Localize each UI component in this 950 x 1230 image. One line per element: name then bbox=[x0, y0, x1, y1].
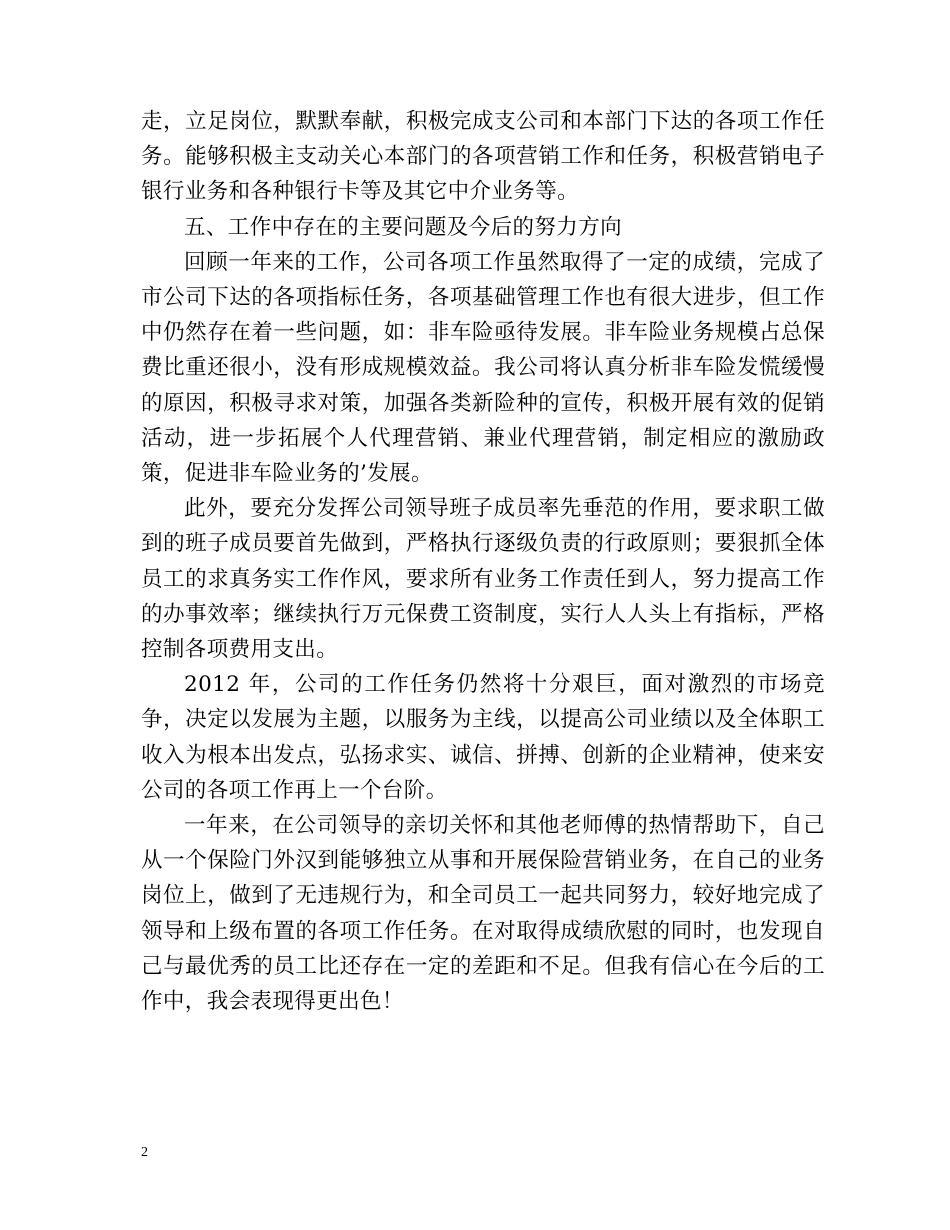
section-heading: 五、工作中存在的主要问题及今后的努力方向 bbox=[184, 214, 623, 240]
paragraph-personal-summary: 一年来，在公司领导的亲切关怀和其他老师傅的热情帮助下，自己从一个保险门外汉到能够独立从事和开展保险营销业务，在自己的业务岗位上，做到了无违规行为，和全司员工一起共同努力，较好地完成了领导和上级布置的各项工作任务。在对取得成绩欣慰的同时，也发现自己与最优秀的员工比还存在一定的差距和不足。但我有信心在今后的工作中，我会表现得更出色！ bbox=[141, 813, 825, 1015]
paragraph-outlook-2012: 2012 年，公司的工作任务仍然将十分艰巨，面对激烈的市场竞争，决定以发展为主题，以服务为主线，以提高公司业绩以及全体职工收入为根本出发点，弘扬求实、诚信、拼搏、创新的企业精神，使来安公司的各项工作再上一个台阶。 bbox=[141, 672, 825, 803]
document-body bbox=[141, 104, 825, 1019]
page-number: 2 bbox=[141, 1145, 148, 1160]
paragraph-review: 回顾一年来的工作，公司各项工作虽然取得了一定的成绩，完成了市公司下达的各项指标任务，各项基础管理工作也有很大进步，但工作中仍然存在着一些问题，如：非车险亟待发展。非车险业务规模占总保费比重还很小，没有形成规模效益。我公司将认真分析非车险发慌缓慢的原因，积极寻求对策，加强各类新险种的宣传，积极开展有效的促销活动，进一步拓展个人代理营销、兼业代理营销，制定相应的激励政策，促进非车险业务的’发展。 bbox=[141, 249, 825, 487]
paragraph-leadership: 此外，要充分发挥公司领导班子成员率先垂范的作用，要求职工做到的班子成员要首先做到，严格执行逐级负责的行政原则；要狠抓全体员工的求真务实工作作风，要求所有业务工作责任到人，努力提高工作的办事效率；继续执行万元保费工资制度，实行人人头上有指标，严格控制各项费用支出。 bbox=[141, 496, 825, 663]
paragraph-continuation: 走，立足岗位，默默奉献，积极完成支公司和本部门下达的各项工作任务。能够积极主支动关心本部门的各项营销工作和任务，积极营销电子银行业务和各种银行卡等及其它中介业务等。 bbox=[141, 109, 825, 205]
